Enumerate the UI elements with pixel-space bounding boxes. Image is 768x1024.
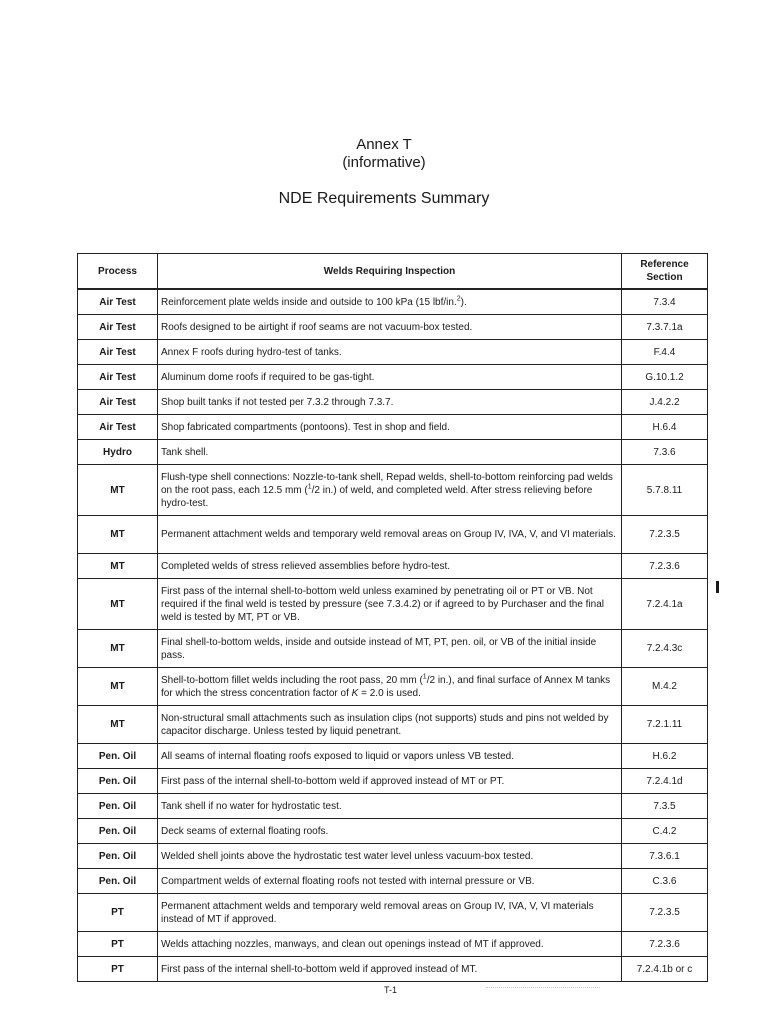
welds-cell: Completed welds of stress relieved assemblies before hydro-test. [158, 554, 622, 579]
annex-heading: Annex T [356, 136, 412, 153]
process-cell: PT [78, 957, 158, 982]
reference-cell: H.6.2 [622, 744, 708, 769]
process-cell: MT [78, 554, 158, 579]
process-cell: MT [78, 668, 158, 706]
welds-cell: Permanent attachment welds and temporary weld removal areas on Group IV, IVA, V, VI materials instead of MT if approved. [158, 894, 622, 932]
reference-cell: 7.2.3.6 [622, 932, 708, 957]
column-header-reference: Reference Section [622, 254, 708, 290]
table-row [78, 315, 708, 340]
table-row [78, 415, 708, 440]
column-header-process: Process [78, 254, 158, 290]
reference-cell: 7.2.4.1d [622, 769, 708, 794]
reference-cell: F.4.4 [622, 340, 708, 365]
welds-cell: Shell-to-bottom fillet welds including the root pass, 20 mm ($^1$/2 in.), and final surface of Annex M tanks for which the stress concentration factor of K = 2.0 is used. [158, 668, 622, 706]
reference-cell: 7.2.4.1a [622, 579, 708, 630]
welds-cell: Tank shell. [158, 440, 622, 465]
reference-cell: 7.2.3.6 [622, 554, 708, 579]
welds-cell: All seams of internal floating roofs exposed to liquid or vapors unless VB tested. [158, 744, 622, 769]
table-row [78, 932, 708, 957]
reference-cell: 5.7.8.11 [622, 465, 708, 516]
reference-cell: 7.3.5 [622, 794, 708, 819]
table-row [78, 706, 708, 744]
table-row [78, 465, 708, 516]
welds-cell: Welded shell joints above the hydrostatic test water level unless vacuum-box tested. [158, 844, 622, 869]
welds-cell: Non-structural small attachments such as insulation clips (not supports) studs and pins not welded by capacitor discharge. Unless tested by liquid penetrant. [158, 706, 622, 744]
page-title: NDE Requirements Summary [278, 190, 490, 207]
table-row [78, 769, 708, 794]
table-row [78, 289, 708, 315]
process-cell: MT [78, 706, 158, 744]
welds-cell: Roofs designed to be airtight if roof seams are not vacuum-box tested. [158, 315, 622, 340]
process-cell: Air Test [78, 415, 158, 440]
welds-cell: Shop built tanks if not tested per 7.3.2 through 7.3.7. [158, 390, 622, 415]
reference-cell: 7.3.4 [622, 289, 708, 315]
welds-cell: First pass of the internal shell-to-bottom weld unless examined by penetrating oil or PT or VB. Not required if the final weld is tested by pressure (see 7.3.4.2) or if agreed to by Purchaser and the final weld is tested by MT, PT or VB. [158, 579, 622, 630]
process-cell: Air Test [78, 340, 158, 365]
table-row [78, 869, 708, 894]
reference-cell: H.6.4 [622, 415, 708, 440]
welds-cell: Compartment welds of external floating roofs not tested with internal pressure or VB. [158, 869, 622, 894]
table-row [78, 844, 708, 869]
table-row [78, 630, 708, 668]
process-cell: Air Test [78, 390, 158, 415]
process-cell: Hydro [78, 440, 158, 465]
table-row [78, 894, 708, 932]
process-cell: Pen. Oil [78, 769, 158, 794]
table-row [78, 440, 708, 465]
reference-cell: G.10.1.2 [622, 365, 708, 390]
table-row [78, 554, 708, 579]
reference-cell: 7.2.1.11 [622, 706, 708, 744]
table-row [78, 794, 708, 819]
process-cell: MT [78, 516, 158, 554]
welds-cell: Reinforcement plate welds inside and outside to 100 kPa (15 lbf/in.$^2$). [158, 289, 622, 315]
table-row [78, 579, 708, 630]
process-cell: Pen. Oil [78, 744, 158, 769]
process-cell: Air Test [78, 289, 158, 315]
table-row [78, 668, 708, 706]
reference-cell: 7.2.3.5 [622, 894, 708, 932]
welds-cell: Flush-type shell connections: Nozzle-to-tank shell, Repad welds, shell-to-bottom reinforcing pad welds on the root pass, each 12.5 mm ($^1$/2 in.) of weld, and completed weld. After stress relieving before hydro-test. [158, 465, 622, 516]
reference-cell: 7.2.3.5 [622, 516, 708, 554]
table-row [78, 516, 708, 554]
reference-cell: 7.3.6 [622, 440, 708, 465]
footer-rule [486, 987, 600, 989]
process-cell: Pen. Oil [78, 869, 158, 894]
welds-cell: Welds attaching nozzles, manways, and clean out openings instead of MT if approved. [158, 932, 622, 957]
process-cell: MT [78, 630, 158, 668]
annex-subtitle: (informative) [342, 154, 426, 171]
welds-cell: Final shell-to-bottom welds, inside and outside instead of MT, PT, pen. oil, or VB of the initial inside pass. [158, 630, 622, 668]
reference-cell: M.4.2 [622, 668, 708, 706]
welds-cell: First pass of the internal shell-to-bottom weld if approved instead of MT or PT. [158, 769, 622, 794]
reference-cell: 7.3.7.1a [622, 315, 708, 340]
welds-cell: Permanent attachment welds and temporary weld removal areas on Group IV, IVA, V, and VI materials. [158, 516, 622, 554]
table-row [78, 744, 708, 769]
table-row [78, 340, 708, 365]
reference-cell: C.4.2 [622, 819, 708, 844]
table-row [78, 390, 708, 415]
process-cell: PT [78, 894, 158, 932]
revision-bar [716, 581, 719, 593]
reference-cell: J.4.2.2 [622, 390, 708, 415]
table-row [78, 957, 708, 982]
welds-cell: Aluminum dome roofs if required to be gas-tight. [158, 365, 622, 390]
reference-cell: C.3.6 [622, 869, 708, 894]
process-cell: MT [78, 579, 158, 630]
reference-cell: 7.2.4.1b or c [622, 957, 708, 982]
column-header-welds: Welds Requiring Inspection [158, 254, 622, 290]
process-cell: Pen. Oil [78, 819, 158, 844]
process-cell: Pen. Oil [78, 844, 158, 869]
welds-cell: Tank shell if no water for hydrostatic test. [158, 794, 622, 819]
nde-requirements-table [77, 253, 708, 982]
welds-cell: Shop fabricated compartments (pontoons). Test in shop and field. [158, 415, 622, 440]
welds-cell: First pass of the internal shell-to-bottom weld if approved instead of MT. [158, 957, 622, 982]
process-cell: PT [78, 932, 158, 957]
table-row [78, 819, 708, 844]
table-row [78, 365, 708, 390]
page-number: T-1 [384, 985, 398, 995]
reference-cell: 7.3.6.1 [622, 844, 708, 869]
process-cell: Air Test [78, 365, 158, 390]
welds-cell: Annex F roofs during hydro-test of tanks. [158, 340, 622, 365]
welds-cell: Deck seams of external floating roofs. [158, 819, 622, 844]
process-cell: Air Test [78, 315, 158, 340]
reference-cell: 7.2.4.3c [622, 630, 708, 668]
table-header-row [78, 254, 708, 290]
process-cell: MT [78, 465, 158, 516]
process-cell: Pen. Oil [78, 794, 158, 819]
